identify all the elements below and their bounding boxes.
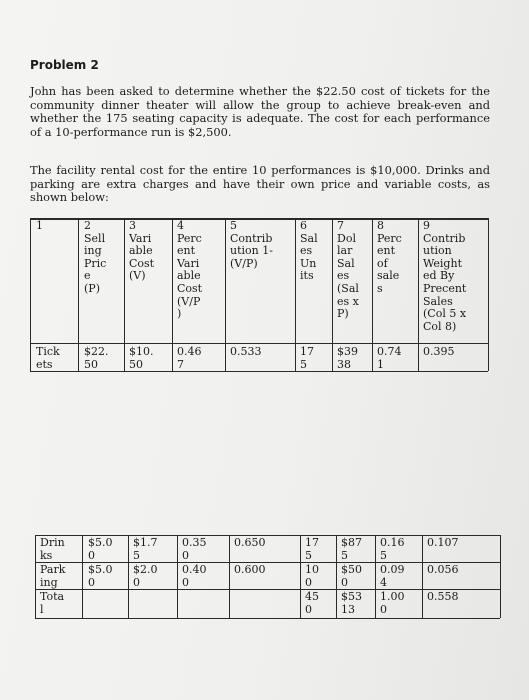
table-border	[78, 218, 79, 371]
row-drinks-variable: $1.7 5	[133, 537, 158, 562]
header-col-4: 4 Perc ent Vari able Cost (V/P )	[177, 220, 203, 321]
table-border	[300, 535, 301, 618]
row-total-pct-sales: 1.00 0	[380, 591, 405, 616]
problem-paragraph-2: The facility rental cost for the entire 10 performances is $10,000. Drinks and parking are extra charges and have their own price and variable costs, as shown below:	[30, 163, 490, 205]
row-parking-label: Park ing	[40, 564, 66, 589]
table-border	[500, 535, 501, 618]
table-border	[177, 535, 178, 618]
table-border	[82, 535, 83, 618]
row-tickets-contribution: 0.533	[230, 346, 262, 358]
header-col-5: 5 Contrib ution 1- (V/P)	[230, 220, 273, 270]
table-border	[375, 535, 376, 618]
row-tickets-units: 17 5	[300, 346, 314, 371]
table-border	[30, 218, 31, 371]
table-border	[128, 535, 129, 618]
table-border	[422, 535, 423, 618]
row-tickets-weighted: 0.395	[423, 346, 455, 358]
problem-paragraph-1: John has been asked to determine whether the $22.50 cost of tickets for the community dinner theater will allow the group to achieve break-even and whether the 175 seating capacity is adequate. The cost for each performance of a 10-performance run is $2,500.	[30, 84, 490, 139]
row-total-weighted: 0.558	[427, 591, 459, 603]
row-total-units: 45 0	[305, 591, 319, 616]
table-border	[229, 535, 230, 618]
table-border	[225, 218, 226, 371]
row-tickets-pct-variable: 0.46 7	[177, 346, 202, 371]
header-col-2: 2 Sell ing Pric e (P)	[84, 220, 107, 295]
table-border	[30, 343, 488, 344]
row-tickets-dollar-sales: $39 38	[337, 346, 358, 371]
table-border	[35, 618, 500, 619]
row-drinks-pct-sales: 0.16 5	[380, 537, 405, 562]
row-drinks-pct-variable: 0.35 0	[182, 537, 207, 562]
header-col-1: 1	[36, 220, 43, 232]
row-drinks-contribution: 0.650	[234, 537, 266, 549]
row-total-label: Tota l	[40, 591, 65, 616]
table-border	[332, 218, 333, 371]
row-drinks-weighted: 0.107	[427, 537, 459, 549]
row-drinks-dollar-sales: $87 5	[341, 537, 362, 562]
table-border	[124, 218, 125, 371]
row-drinks-label: Drin ks	[40, 537, 65, 562]
table-border	[488, 218, 489, 371]
row-total-dollar-sales: $53 13	[341, 591, 362, 616]
row-parking-dollar-sales: $50 0	[341, 564, 362, 589]
row-parking-weighted: 0.056	[427, 564, 459, 576]
table-border	[336, 535, 337, 618]
header-col-8: 8 Perc ent of sale s	[377, 220, 402, 295]
row-tickets-label: Tick ets	[36, 346, 60, 371]
table-border	[35, 535, 500, 536]
row-drinks-units: 17 5	[305, 537, 319, 562]
row-tickets-price: $22. 50	[84, 346, 109, 371]
row-parking-pct-sales: 0.09 4	[380, 564, 405, 589]
problem-title: Problem 2	[30, 58, 99, 72]
header-col-7: 7 Dol lar Sal es (Sal es x P)	[337, 220, 359, 321]
row-parking-price: $5.0 0	[88, 564, 113, 589]
row-parking-contribution: 0.600	[234, 564, 266, 576]
row-drinks-price: $5.0 0	[88, 537, 113, 562]
header-col-9: 9 Contrib ution Weight ed By Precent Sales (Col 5 x Col 8)	[423, 220, 467, 333]
row-parking-units: 10 0	[305, 564, 319, 589]
row-parking-variable: $2.0 0	[133, 564, 158, 589]
row-tickets-variable: $10. 50	[129, 346, 154, 371]
row-tickets-pct-sales: 0.74 1	[377, 346, 402, 371]
header-col-3: 3 Vari able Cost (V)	[129, 220, 155, 283]
header-col-6: 6 Sal es Un its	[300, 220, 318, 283]
row-parking-pct-variable: 0.40 0	[182, 564, 207, 589]
table-border	[35, 535, 36, 618]
